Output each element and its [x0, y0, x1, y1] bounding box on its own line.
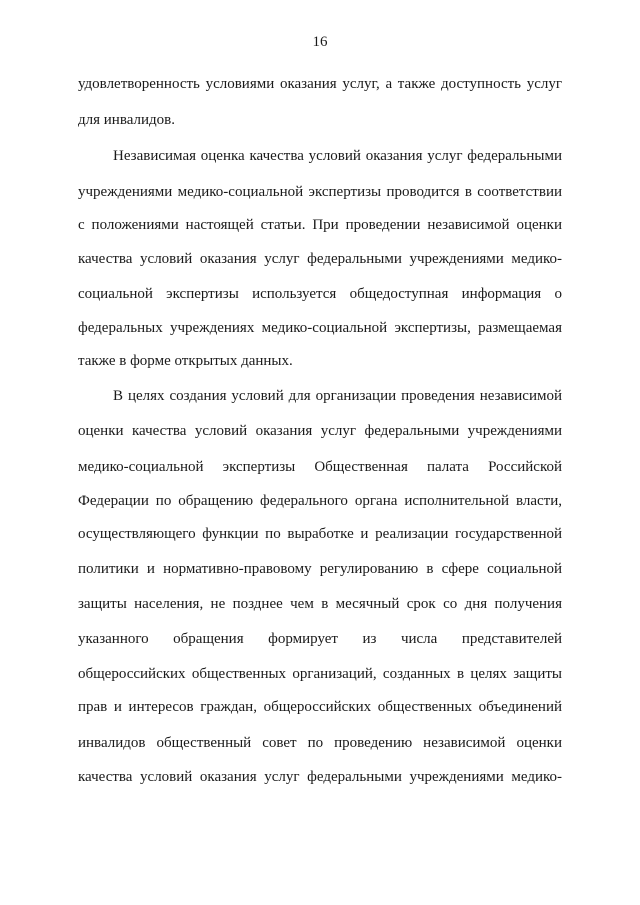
text-line: прав и интересов граждан, общероссийских общественных объединений	[78, 699, 562, 715]
text-line: медико-социальной экспертизы Общественная палата Российской	[78, 459, 562, 475]
text-line: общероссийских общественных организаций, созданных в целях защиты	[78, 666, 562, 682]
text-line: оценки качества условий оказания услуг федеральными учреждениями	[78, 423, 562, 439]
text-line: указанного обращения формирует из числа представителей	[78, 631, 562, 647]
text-line: удовлетворенность условиями оказания услуг, а также доступность услуг	[78, 76, 562, 92]
text-line: качества условий оказания услуг федеральными учреждениями медико-	[78, 251, 562, 267]
text-line: для инвалидов.	[78, 112, 175, 128]
text-line: инвалидов общественный совет по проведению независимой оценки	[78, 735, 562, 751]
text-line: федеральных учреждениях медико-социальной экспертизы, размещаемая	[78, 320, 562, 336]
text-line: качества условий оказания услуг федеральными учреждениями медико-	[78, 769, 562, 785]
text-line: защиты населения, не позднее чем в месячный срок со дня получения	[78, 596, 562, 612]
paragraph-first-line: В целях создания условий для организации проведения независимой	[113, 388, 562, 404]
paragraph-first-line: Независимая оценка качества условий оказания услуг федеральными	[113, 148, 562, 164]
text-line: социальной экспертизы используется общедоступная информация о	[78, 286, 562, 302]
page-number: 16	[312, 34, 328, 50]
text-line: с положениями настоящей статьи. При проведении независимой оценки	[78, 217, 562, 233]
text-line: также в форме открытых данных.	[78, 353, 293, 369]
text-line: Федерации по обращению федерального органа исполнительной власти,	[78, 493, 562, 509]
text-line: осуществляющего функции по выработке и реализации государственной	[78, 526, 562, 542]
text-line: политики и нормативно-правовому регулированию в сфере социальной	[78, 561, 562, 577]
text-line: учреждениями медико-социальной экспертизы проводится в соответствии	[78, 184, 562, 200]
